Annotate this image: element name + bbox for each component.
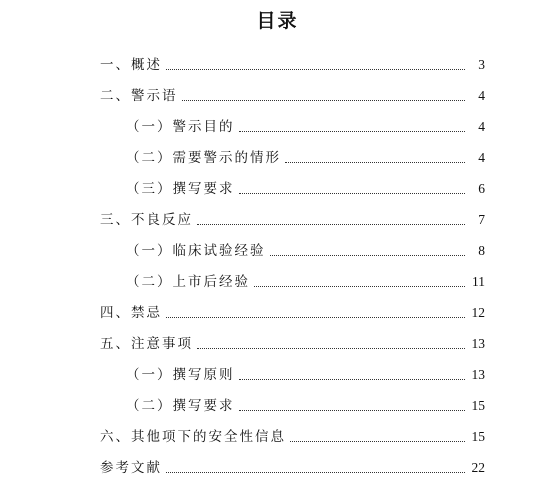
toc-entry-page: 7	[478, 212, 485, 227]
toc-subentry	[126, 107, 485, 137]
toc-subentry	[126, 169, 485, 199]
toc-entry-page: 3	[478, 57, 485, 72]
toc-entry-page: 4	[478, 88, 485, 103]
toc-entry-label: 六、其他项下的安全性信息	[100, 429, 286, 445]
toc-entry	[100, 324, 485, 354]
toc-entry-page: 6	[478, 181, 485, 196]
toc-entry-label: 五、注意事项	[100, 336, 193, 352]
toc-entry-page: 4	[478, 150, 485, 165]
toc-entry-page: 15	[471, 398, 485, 413]
toc-subentry	[126, 386, 485, 416]
toc-leader-dots	[290, 421, 465, 442]
toc-entry	[100, 76, 485, 106]
toc-entry-label: （一）警示目的	[126, 119, 235, 135]
toc-entry	[100, 448, 485, 478]
toc-entry-label: 参考文献	[100, 460, 162, 476]
toc-leader-dots	[285, 142, 465, 163]
toc-entry-label: （二）需要警示的情形	[126, 150, 281, 166]
toc-entry-page: 12	[471, 305, 485, 320]
toc-entry	[100, 417, 485, 447]
toc-entry-label: （二）撰写要求	[126, 398, 235, 414]
toc-entry-page: 4	[478, 119, 485, 134]
toc-title: 目录	[256, 10, 299, 32]
toc-entry-page: 13	[471, 367, 485, 382]
toc-entry	[100, 293, 485, 323]
toc-entry-page: 8	[478, 243, 485, 258]
toc-leader-dots	[166, 297, 465, 318]
toc-leader-dots	[166, 452, 465, 473]
toc-subentry	[126, 355, 485, 385]
toc-entry	[100, 200, 485, 230]
toc-leader-dots	[239, 390, 466, 411]
toc-leader-dots	[239, 359, 466, 380]
toc-leader-dots	[166, 49, 465, 70]
toc-subentry	[126, 262, 485, 292]
toc-leader-dots	[182, 80, 466, 101]
toc-entry-page: 22	[471, 460, 485, 475]
toc-leader-dots	[270, 235, 466, 256]
toc-leader-dots	[197, 204, 465, 225]
toc-leader-dots	[197, 328, 465, 349]
toc-leader-dots	[239, 111, 466, 132]
toc-entry-label: （一）临床试验经验	[126, 243, 266, 259]
toc-entry-label: 四、禁忌	[100, 305, 162, 321]
toc-entry-page: 15	[471, 429, 485, 444]
toc-entry-page: 11	[472, 274, 485, 289]
toc-leader-dots	[254, 266, 465, 287]
toc-entry-page: 13	[471, 336, 485, 351]
toc-entry-label: （一）撰写原则	[126, 367, 235, 383]
toc-entry-label: 一、概述	[100, 57, 162, 73]
toc-entry-label: （三）撰写要求	[126, 181, 235, 197]
toc-entry	[100, 45, 485, 75]
toc-subentry	[126, 138, 485, 168]
toc-leader-dots	[239, 173, 466, 194]
toc-entry-label: （二）上市后经验	[126, 274, 250, 290]
toc-entry-label: 三、不良反应	[100, 212, 193, 228]
toc-subentry	[126, 231, 485, 261]
toc-entry-label: 二、警示语	[100, 88, 178, 104]
